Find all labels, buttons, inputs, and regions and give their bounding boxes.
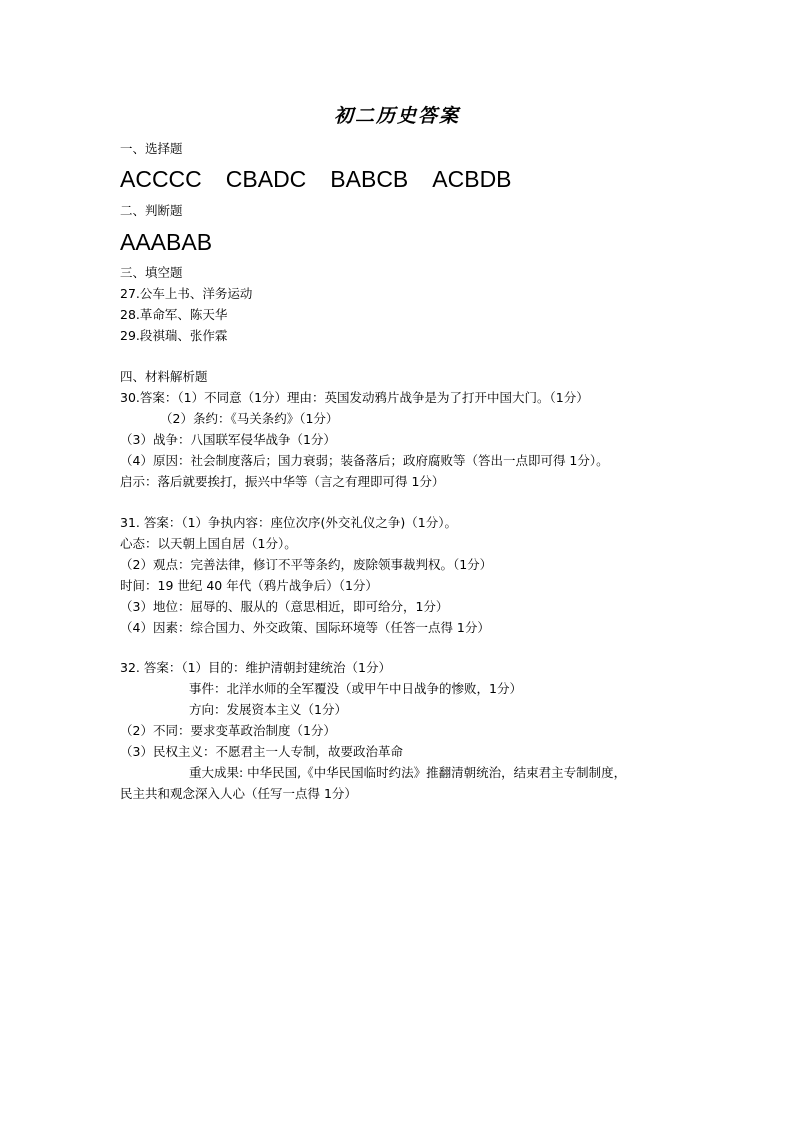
q32-line-4: （2）不同：要求变革政治制度（1分） bbox=[120, 723, 336, 738]
q32-line-3: 方向：发展资本主义（1分） bbox=[189, 702, 347, 717]
q30-line-4: （4）原因：社会制度落后；国力衰弱；装备落后；政府腐败等（答出一点即可得 1分）。 bbox=[120, 453, 609, 468]
q30-line-3: （3）战争：八国联军侵华战争（1分） bbox=[120, 432, 336, 447]
choice-group-1: ACCCC bbox=[120, 166, 202, 192]
section-heading-material: 四、材料解析题 bbox=[120, 369, 208, 384]
fill-answer-29: 29.段祺瑞、张作霖 bbox=[120, 328, 228, 343]
q30-line-5: 启示：落后就要挨打，振兴中华等（言之有理即可得 1分） bbox=[120, 474, 445, 489]
judge-answers: AAABAB bbox=[120, 229, 213, 255]
choice-group-2: CBADC bbox=[225, 166, 307, 192]
q31-line-4: 时间：19 世纪 40 年代（鸦片战争后）（1分） bbox=[120, 578, 378, 593]
section-heading-fill: 三、填空题 bbox=[120, 265, 183, 280]
q31-line-6: （4）因素：综合国力、外交政策、国际环境等（任答一点得 1分） bbox=[120, 620, 490, 635]
q30-line-2: （2）条约：《马关条约》（1分） bbox=[160, 411, 339, 426]
choice-group-4: ACBDB bbox=[432, 166, 512, 192]
q32-line-2: 事件：北洋水师的全军覆没（或甲午中日战争的惨败，1分） bbox=[189, 681, 522, 696]
choice-group-3: BABCB bbox=[330, 166, 409, 192]
q30-line-1: 30.答案：（1）不同意（1分）理由：英国发动鸦片战争是为了打开中国大门。（1分） bbox=[120, 390, 589, 405]
fill-answer-27: 27.公车上书、洋务运动 bbox=[120, 286, 253, 301]
q32-line-5: （3）民权主义：不愿君主一人专制，故要政治革命 bbox=[120, 744, 403, 759]
q31-line-1: 31. 答案：（1）争执内容：座位次序(外交礼仪之争)（1分）。 bbox=[120, 515, 458, 530]
fill-answer-28: 28.革命军、陈天华 bbox=[120, 307, 228, 322]
section-heading-judge: 二、判断题 bbox=[120, 203, 183, 218]
choice-answers bbox=[120, 165, 536, 193]
q32-line-6: 重大成果: 中华民国,《中华民国临时约法》推翻清朝统治，结束君主专制制度， bbox=[189, 765, 627, 780]
section-heading-choice: 一、选择题 bbox=[120, 141, 183, 156]
page-title: 初二历史答案 bbox=[333, 105, 460, 127]
q31-line-3: （2）观点：完善法律，修订不平等条约，废除领事裁判权。（1分） bbox=[120, 557, 493, 572]
q32-line-7: 民主共和观念深入人心（任写一点得 1分） bbox=[120, 786, 357, 801]
q32-line-1: 32. 答案：（1）目的：维护清朝封建统治（1分） bbox=[120, 660, 392, 675]
q31-line-2: 心态：以天朝上国自居（1分）。 bbox=[120, 536, 297, 551]
q31-line-5: （3）地位：屈辱的、服从的（意思相近，即可给分，1分） bbox=[120, 599, 449, 614]
